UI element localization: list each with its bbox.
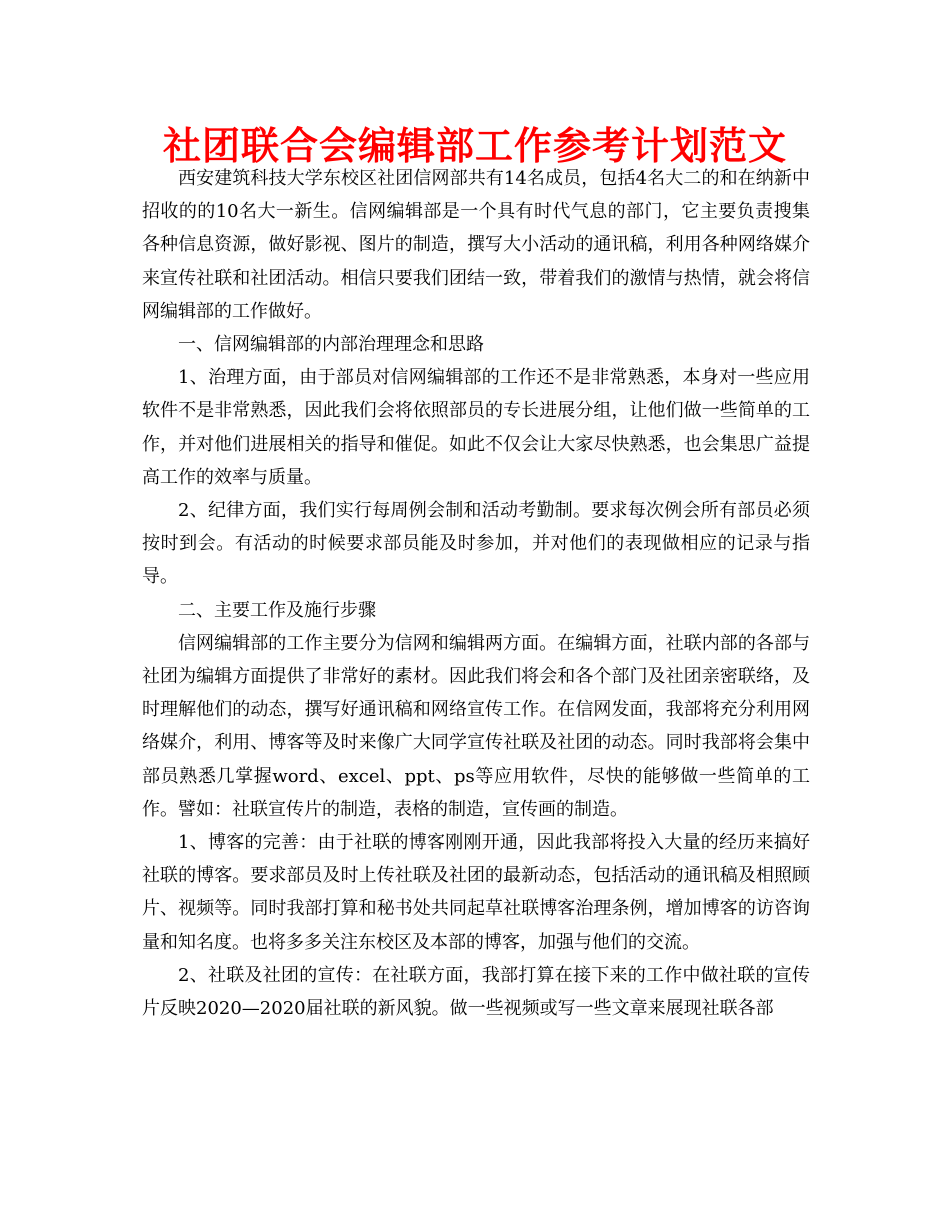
document-title: 社团联合会编辑部工作参考计划范文 bbox=[162, 123, 787, 168]
paragraph-discipline: 2、纪律方面，我们实行每周例会制和活动考勤制。要求每次例会所有部员必须按时到会。有活动的时候要求部员能及时参加，并对他们的表现做相应的记录与指导。 bbox=[142, 500, 810, 588]
paragraph-intro: 西安建筑科技大学东校区社团信网部共有14名成员，包括4名大二的和在纳新中招收的的10名大一新生。信网编辑部是一个具有时代气息的部门，它主要负责搜集各种信息资源，做好影视、图片的制造，撰写大小活动的通讯稿，利用各种网络媒介来宣传社联和社团活动。相信只要我们团结一致，带着我们的激情与热情，就会将信网编辑部的工作做好。 bbox=[142, 168, 810, 322]
section-heading-2: 二、主要工作及施行步骤 bbox=[178, 599, 376, 621]
paragraph-main-work: 信网编辑部的工作主要分为信网和编辑两方面。在编辑方面，社联内部的各部与社团为编辑方面提供了非常好的素材。因此我们将会和各个部门及社团亲密联络，及时理解他们的动态，撰写好通讯稿和网络宣传工作。在信网发面，我部将充分利用网络媒介，利用、博客等及时来像广大同学宣传社联及社团的动态。同时我部将会集中部员熟悉几掌握word、excel、ppt、ps等应用软件，尽快的能够做一些简单的工作。譬如：社联宣传片的制造，表格的制造，宣传画的制造。 bbox=[142, 632, 810, 820]
paragraph-blog: 1、博客的完善：由于社联的博客刚刚开通，因此我部将投入大量的经历来搞好社联的博客。要求部员及时上传社联及社团的最新动态，包括活动的通讯稿及相照顾片、视频等。同时我部打算和秘书处共同起草社联博客治理条例，增加博客的访咨询量和知名度。也将多多关注东校区及本部的博客，加强与他们的交流。 bbox=[142, 832, 810, 953]
section-heading-1: 一、信网编辑部的内部治理理念和思路 bbox=[178, 334, 484, 356]
document-body bbox=[142, 162, 810, 1025]
paragraph-management: 1、治理方面，由于部员对信网编辑部的工作还不是非常熟悉，本身对一些应用软件不是非常熟悉，因此我们会将依照部员的专长进展分组，让他们做一些简单的工作，并对他们进展相关的指导和催促。如此不仅会让大家尽快熟悉，也会集思广益提高工作的效率与质量。 bbox=[142, 367, 810, 488]
paragraph-publicity: 2、社联及社团的宣传：在社联方面，我部打算在接下来的工作中做社联的宣传片反映2020—2020届社联的新风貌。做一些视频或写一些文章来展现社联各部 bbox=[142, 964, 810, 1020]
